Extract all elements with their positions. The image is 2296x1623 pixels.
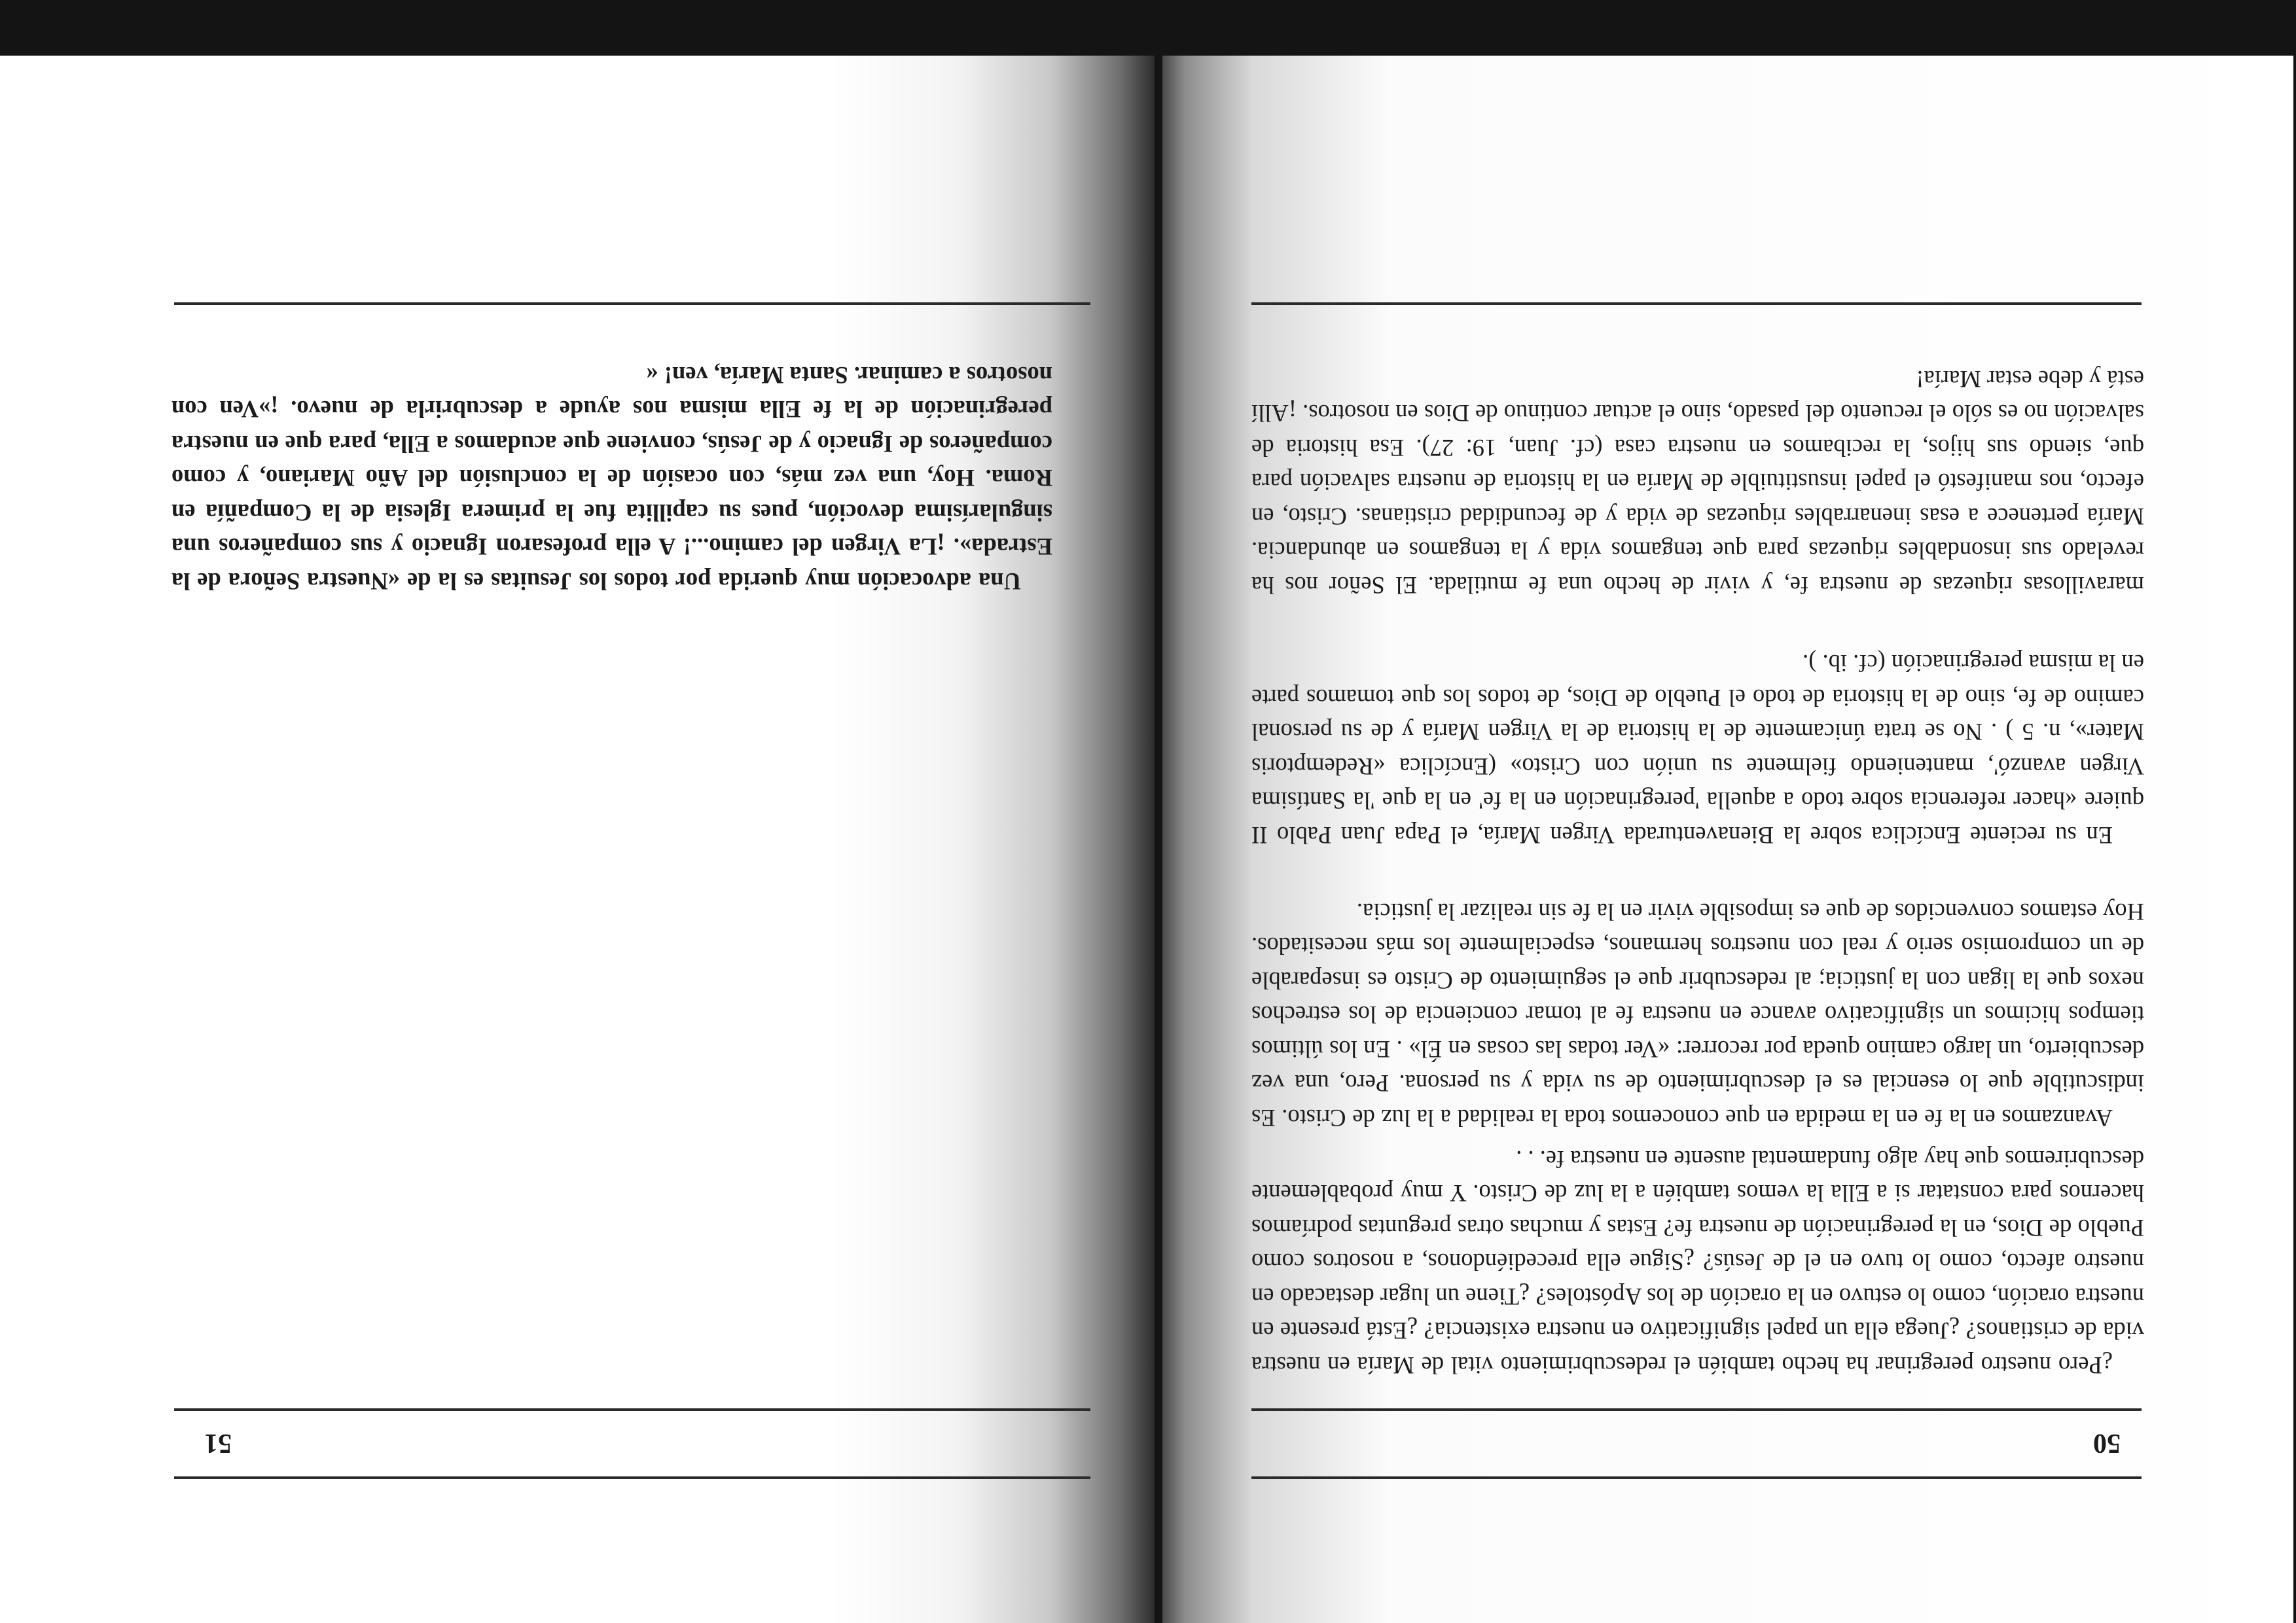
bottom-rule <box>1251 302 2142 305</box>
bottom-rule <box>174 302 1090 305</box>
paragraph: ¿Pero nuestro peregrinar ha hecho también el redescubrimiento vital de María en nuestra vida de cristianos? ¿Juega ella un papel significativo en nuestra existencia? ¿Está presente en nuestra oración, como lo estuvo en la oración de los Apóstoles? ¿Tiene un lugar destacado en nuestro afecto, como lo tuvo en el de Jesús? ¿Sigue ella precediéndonos, a nosotros como Pueblo de Dios, en la peregrinación de nuestra fe? Estas y muchas otras preguntas podríamos hacernos para constatar si a Ella la vemos también a la luz de Cristo. Y muy probablemente descubriremos que hay algo fundamental ausente en nuestra fe. . . <box>1251 1146 2144 1379</box>
page-51 <box>0 56 1155 1623</box>
top-rule-lower <box>174 1408 1090 1411</box>
page-number-51: 51 <box>204 1428 232 1458</box>
page-50-text-3 <box>1251 646 2144 852</box>
paragraph: Avanzamos en la fe en la medida en que conocemos toda la realidad a la luz de Cristo. Es indiscutible que lo esencial es el descubrimiento de su vida y su persona. Pero, una vez descubierto, un largo camino queda por recorrer: «Ver todas las cosas en Él» . En los últimos tiempos hicimos un significativo avance en nuestra fe al tomar conciencia de los estrechos nexos que la ligan con la justicia; al redescubrir que el seguimiento de Cristo es inseparable de un compromiso serio y real con nuestros hermanos, especialmente los más necesitados. Hoy estamos convencidos de que es imposible vivir en la fe sin realizar la justicia. <box>1251 899 2144 1132</box>
paragraph: En su reciente Encíclica sobre la Bienaventurada Virgen María, el Papa Juan Pablo II quiere «hacer referencia sobre todo a aquella 'peregrinación en la fe' en la que 'la Santísima Virgen avanzó', manteniendo fielmente su unión con Cristo» (Encíclica «Redemptoris Mater», n. 5 ) . No se trata únicamente de la historia de la Virgen María y de su personal camino de fe, sino de la historia de todo el Pueblo de Dios, de todos los que tomamos parte en la misma peregrinación (cf. ib. ). <box>1251 650 2144 849</box>
page-50-text <box>1251 1142 2144 1383</box>
top-rule-lower <box>1251 1408 2142 1411</box>
page-50-text-4 <box>1251 362 2144 603</box>
paragraph: maravillosas riquezas de nuestra fe, y vivir de hecho una fe mutilada. El Señor nos ha revelado sus insondables riquezas para que tengamos vida y la tengamos en abundancia. María pertenece a esas inenarrables riquezas de vida y de fecundidad cristianas. Cristo, en efecto, nos manifestó el papel insustituible de María en la historia de nuestra salvación para que, siendo sus hijos, la recibamos en nuestra casa (cf. Juan, 19: 27). Esa historia de salvación no es sólo el recuento del pasado, sino el actuar continuo de Dios en nosotros. ¡Allí está y debe estar María! <box>1251 366 2144 599</box>
page-number-50: 50 <box>2093 1428 2121 1458</box>
paragraph: Una advocación muy querida por todos los Jesuitas es la de «Nuestra Señora de la Estrada». ¡La Virgen del camino...! A ella profesaron Ignacio y sus compañeros una singularísima devoción, pues su capillita fue la primera Iglesia de la Compañía en Roma. Hoy, una vez más, con ocasión de la conclusión del Año Mariano, y como compañeros de Ignacio y de Jesús, conviene que acudamos a Ella, para que en nuestra peregrinación de la fe Ella misma nos ayude a descubrirla de nuevo. ¡»Ven con nosotros a caminar. Santa María, ven! « <box>171 362 1052 595</box>
page-50-text-2 <box>1251 895 2144 1135</box>
top-rule-upper <box>1251 1476 2142 1479</box>
page-51-text <box>171 358 1052 599</box>
page-50 <box>1162 56 2293 1623</box>
top-rule-upper <box>174 1476 1090 1479</box>
